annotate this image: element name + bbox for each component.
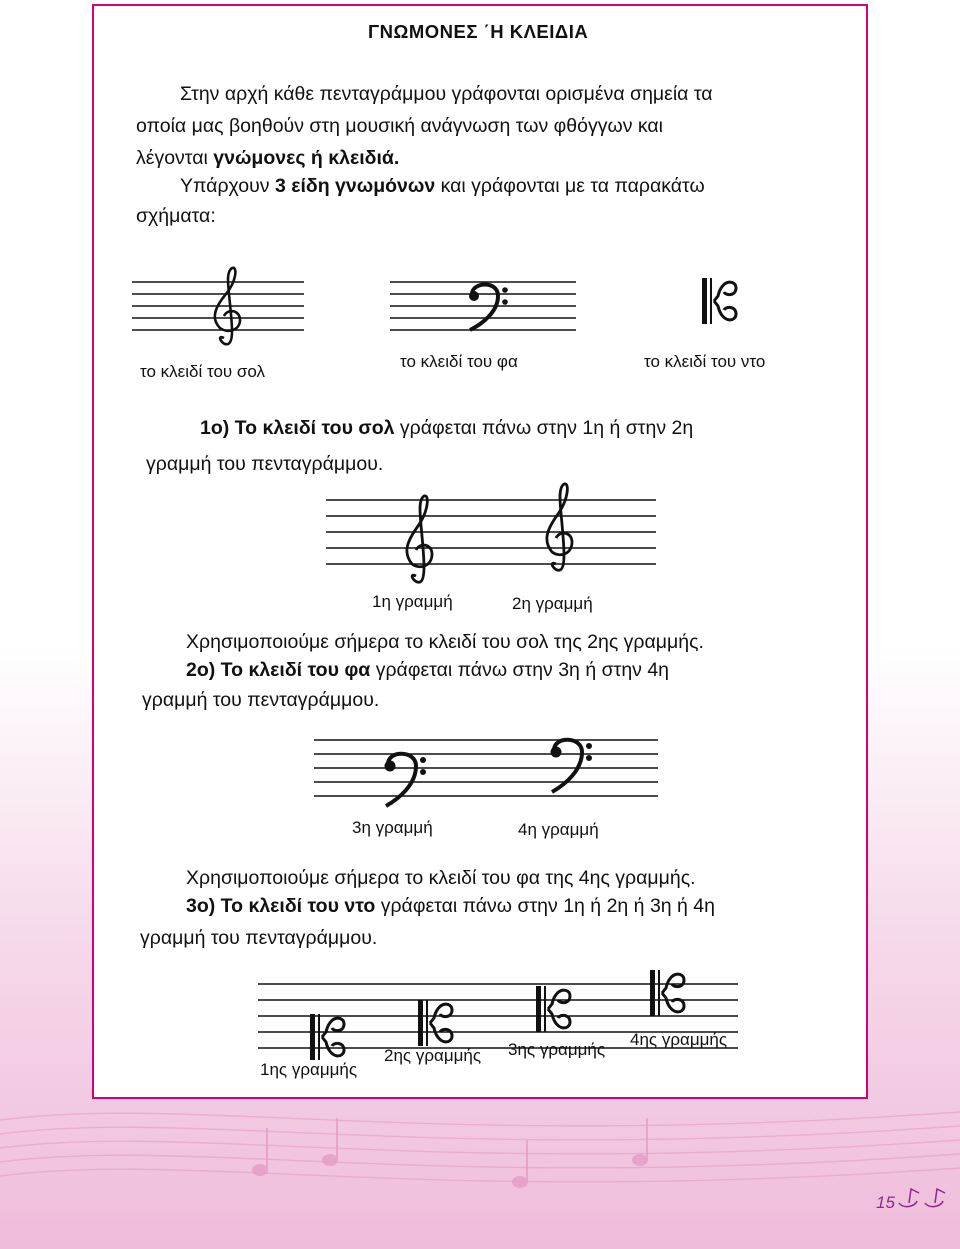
- staff-treble-example: [132, 264, 312, 354]
- label-4th-line: 4η γραμμή: [518, 820, 599, 839]
- intro-line-5: σχήματα:: [136, 205, 216, 227]
- section-1-line-1: [200, 416, 693, 440]
- intro-line-2: οποία μας βοηθούν στη μουσική ανάγνωση των φθόγγων και: [136, 115, 663, 137]
- section-1-heading: 1ο) Το κλειδί του σολ: [200, 417, 395, 439]
- section-2-heading: 2ο) Το κλειδί του φα: [186, 659, 371, 681]
- staff-alto-positions: [258, 966, 748, 1066]
- section-3-text: γράφεται πάνω στην 1η ή 2η ή 3η ή 4η: [375, 895, 715, 917]
- label-1st-line: 1η γραμμή: [372, 592, 453, 611]
- intro-line-4-post: και γράφονται με τα παρακάτω: [435, 175, 705, 197]
- treble-clef-icon: [547, 484, 572, 570]
- section-2-note: Χρησιμοποιούμε σήμερα το κλειδί του φα της 4ης γραμμής.: [186, 867, 696, 889]
- label-2nd-line: 2η γραμμή: [512, 594, 593, 613]
- treble-clef-icon: [407, 496, 432, 582]
- section-2-line-2: γραμμή του πενταγράμμου.: [142, 689, 380, 711]
- alto-clef-icon: [536, 986, 570, 1032]
- section-1-note: Χρησιμοποιούμε σήμερα το κλειδί του σολ της 2ης γραμμής.: [186, 631, 704, 653]
- page-title: ΓΝΩΜΟΝΕΣ ΄Η ΚΛΕΙΔΙΑ: [368, 21, 589, 42]
- music-note-ornament-icon: [897, 1187, 949, 1209]
- alto-clef-icon: [702, 278, 736, 324]
- bass-clef-icon: [385, 754, 427, 806]
- staff-treble-positions: [326, 480, 666, 590]
- alto-clef-example: [698, 274, 742, 330]
- intro-keyword: γνώμονες ή κλειδιά.: [213, 147, 400, 169]
- label-3rd-line-alto: 3ης γραμμής: [508, 1040, 606, 1059]
- section-2-text: γράφεται πάνω στην 3η ή στην 4η: [370, 659, 670, 681]
- intro-line-3-text: λέγονται: [136, 147, 214, 169]
- alto-clef-icon: [418, 1000, 452, 1046]
- label-bass-clef: το κλειδί του φα: [400, 352, 518, 371]
- alto-clef-icon: [310, 1014, 344, 1060]
- section-2-line-1: [186, 658, 669, 682]
- page-number: 15: [876, 1193, 895, 1212]
- intro-line-4-bold: 3 είδη γνωμόνων: [274, 175, 436, 197]
- label-2nd-line-alto: 2ης γραμμής: [384, 1046, 482, 1065]
- section-1-line-2: γραμμή του πενταγράμμου.: [146, 453, 384, 475]
- label-alto-clef: το κλειδί του ντο: [644, 352, 766, 371]
- staff-bass-example: [390, 270, 580, 350]
- intro-line-1: Στην αρχή κάθε πενταγράμμου γράφονται ορισμένα σημεία τα: [180, 83, 713, 105]
- intro-line-4: [180, 174, 705, 198]
- bass-clef-icon: [551, 740, 593, 792]
- intro-line-3: [136, 146, 399, 170]
- section-3-line-1: [186, 894, 715, 918]
- page-frame: [92, 4, 868, 1099]
- alto-clef-icon: [650, 970, 684, 1016]
- label-3rd-line: 3η γραμμή: [352, 818, 433, 837]
- section-3-line-2: γραμμή του πενταγράμμου.: [140, 927, 378, 949]
- bass-clef-icon: [469, 285, 508, 331]
- staff-bass-positions: [314, 734, 664, 814]
- label-4th-line-alto: 4ης γραμμής: [630, 1030, 728, 1049]
- section-3-heading: 3ο) Το κλειδί του ντο: [186, 895, 376, 917]
- intro-line-4-pre: Υπάρχουν: [180, 175, 275, 197]
- section-1-text: γράφεται πάνω στην 1η ή στην 2η: [394, 417, 694, 439]
- label-treble-clef: το κλειδί του σολ: [140, 362, 266, 381]
- label-1st-line-alto: 1ης γραμμής: [260, 1060, 358, 1079]
